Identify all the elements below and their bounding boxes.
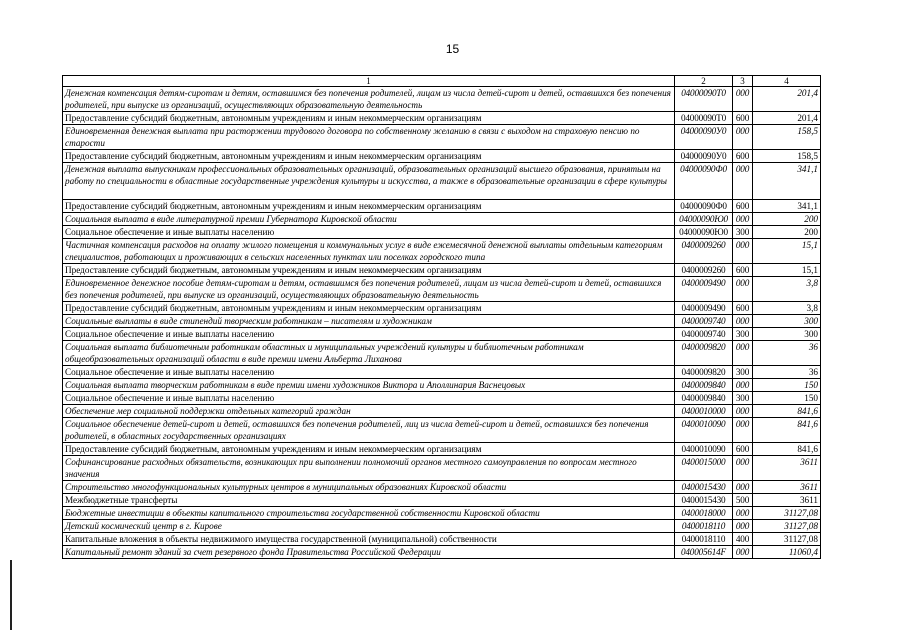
row-name-cell: Социальная выплата в виде литературной премии Губернатора Кировской области — [63, 213, 675, 226]
row-code-cell: 04000090У0 — [675, 150, 733, 163]
row-kvr-cell: 000 — [733, 341, 753, 366]
row-sum-cell: 3611 — [753, 456, 821, 481]
row-code-cell: 0400015430 — [675, 494, 733, 507]
row-code-cell: 04000090У0 — [675, 125, 733, 150]
row-sum-cell: 3611 — [753, 494, 821, 507]
row-kvr-cell: 000 — [733, 125, 753, 150]
row-sum-cell: 31127,08 — [753, 533, 821, 546]
row-name-cell: Социальные выплаты в виде стипендий творческим работникам – писателям и художникам — [63, 315, 675, 328]
row-name-cell: Социальное обеспечение и иные выплаты населению — [63, 226, 675, 239]
table-row — [63, 315, 821, 328]
row-sum-cell: 3611 — [753, 481, 821, 494]
table-row — [63, 366, 821, 379]
row-sum-cell: 150 — [753, 392, 821, 405]
row-sum-cell: 158,5 — [753, 150, 821, 163]
table-row — [63, 520, 821, 533]
row-name-cell: Социальная выплата библиотечным работникам областных и муниципальных учреждений культуры и библиотечным работникам общеобразовательных организаций области в виде премии имени Альберта Лиханова — [63, 341, 675, 366]
row-code-cell: 0400015000 — [675, 456, 733, 481]
row-name-cell: Предоставление субсидий бюджетным, автономным учреждениям и иным некоммерческим организациям — [63, 443, 675, 456]
row-kvr-cell: 000 — [733, 546, 753, 559]
table-row — [63, 213, 821, 226]
table-row — [63, 392, 821, 405]
table-row — [63, 226, 821, 239]
budget-table — [62, 75, 821, 559]
row-kvr-cell: 500 — [733, 494, 753, 507]
row-kvr-cell: 300 — [733, 328, 753, 341]
row-kvr-cell: 000 — [733, 213, 753, 226]
row-name-cell: Межбюджетные трансферты — [63, 494, 675, 507]
row-code-cell: 0400009740 — [675, 328, 733, 341]
table-header-row — [63, 76, 821, 87]
row-code-cell: 04000090T0 — [675, 112, 733, 125]
row-code-cell: 0400010000 — [675, 405, 733, 418]
table-row — [63, 341, 821, 366]
row-sum-cell: 300 — [753, 328, 821, 341]
row-sum-cell: 15,1 — [753, 239, 821, 264]
table-row — [63, 456, 821, 481]
table-row — [63, 443, 821, 456]
row-kvr-cell: 000 — [733, 379, 753, 392]
row-kvr-cell: 300 — [733, 366, 753, 379]
table-row — [63, 200, 821, 213]
table-row — [63, 239, 821, 264]
row-sum-cell: 841,6 — [753, 405, 821, 418]
row-name-cell: Обеспечение мер социальной поддержки отдельных категорий граждан — [63, 405, 675, 418]
row-kvr-cell: 000 — [733, 315, 753, 328]
row-code-cell: 0400018000 — [675, 507, 733, 520]
row-code-cell: 0400009490 — [675, 302, 733, 315]
row-code-cell: 0400018110 — [675, 520, 733, 533]
row-name-cell: Единовременное денежное пособие детям-сиротам и детям, оставшимся без попечения родителей, лицам из числа детей-сирот и детей, оставшихся без попечения родителей, при выпуске из организаций, осуществляющих образовательную деятельность — [63, 277, 675, 302]
row-kvr-cell: 000 — [733, 87, 753, 112]
row-sum-cell: 150 — [753, 379, 821, 392]
row-code-cell: 0400009820 — [675, 366, 733, 379]
table-row — [63, 418, 821, 443]
row-code-cell: 0400009260 — [675, 264, 733, 277]
row-sum-cell: 31127,08 — [753, 507, 821, 520]
table-row — [63, 264, 821, 277]
row-name-cell: Предоставление субсидий бюджетным, автономным учреждениям и иным некоммерческим организациям — [63, 112, 675, 125]
row-kvr-cell: 300 — [733, 226, 753, 239]
row-name-cell: Предоставление субсидий бюджетным, автономным учреждениям и иным некоммерческим организациям — [63, 264, 675, 277]
row-code-cell: 04000090Ю0 — [675, 226, 733, 239]
row-sum-cell: 11060,4 — [753, 546, 821, 559]
table-row — [63, 405, 821, 418]
table-row — [63, 87, 821, 112]
row-kvr-cell: 000 — [733, 507, 753, 520]
table-row — [63, 379, 821, 392]
row-code-cell: 0400009820 — [675, 341, 733, 366]
table-row — [63, 533, 821, 546]
scan-edge-mark — [10, 560, 12, 630]
row-kvr-cell: 000 — [733, 418, 753, 443]
row-sum-cell: 3,8 — [753, 302, 821, 315]
row-sum-cell: 300 — [753, 315, 821, 328]
header-code: 2 — [675, 76, 733, 87]
row-name-cell: Софинансирование расходных обязательств, возникающих при выполнении полномочий органов местного самоуправления по вопросам местного значения — [63, 456, 675, 481]
table-row — [63, 507, 821, 520]
table-row — [63, 481, 821, 494]
table-row — [63, 302, 821, 315]
row-kvr-cell: 000 — [733, 277, 753, 302]
table-row — [63, 150, 821, 163]
row-code-cell: 0400010090 — [675, 443, 733, 456]
row-kvr-cell: 600 — [733, 302, 753, 315]
row-sum-cell: 200 — [753, 213, 821, 226]
header-kvr: 3 — [733, 76, 753, 87]
row-code-cell: 0400009260 — [675, 239, 733, 264]
table-row — [63, 328, 821, 341]
row-sum-cell: 341,1 — [753, 200, 821, 213]
row-kvr-cell: 000 — [733, 239, 753, 264]
row-code-cell: 0400015430 — [675, 481, 733, 494]
row-sum-cell: 36 — [753, 366, 821, 379]
row-code-cell: 040005614F — [675, 546, 733, 559]
row-name-cell: Денежная выплата выпускникам профессиональных образовательных организаций, образовательных организаций высшего образования, принятым на работу по специальности в областные государственные учреждения культуры и искусства, а также в образовательные организации в сфере культуры — [63, 163, 675, 200]
row-sum-cell: 36 — [753, 341, 821, 366]
row-sum-cell: 201,4 — [753, 112, 821, 125]
row-sum-cell: 841,6 — [753, 443, 821, 456]
header-name: 1 — [63, 76, 675, 87]
row-kvr-cell: 000 — [733, 456, 753, 481]
row-name-cell: Капитальные вложения в объекты недвижимого имущества государственной (муниципальной) собственности — [63, 533, 675, 546]
row-kvr-cell: 000 — [733, 481, 753, 494]
row-name-cell: Строительство многофункциональных культурных центров в муниципальных образованиях Кировской области — [63, 481, 675, 494]
row-code-cell: 0400009490 — [675, 277, 733, 302]
row-kvr-cell: 600 — [733, 200, 753, 213]
row-code-cell: 0400009840 — [675, 379, 733, 392]
row-name-cell: Социальное обеспечение детей-сирот и детей, оставшихся без попечения родителей, лиц из числа детей-сирот и детей, оставшихся без попечения родителей, в областных государственных организациях — [63, 418, 675, 443]
row-code-cell: 0400009840 — [675, 392, 733, 405]
table-row — [63, 277, 821, 302]
row-kvr-cell: 600 — [733, 112, 753, 125]
row-name-cell: Предоставление субсидий бюджетным, автономным учреждениям и иным некоммерческим организациям — [63, 302, 675, 315]
row-name-cell: Предоставление субсидий бюджетным, автономным учреждениям и иным некоммерческим организациям — [63, 150, 675, 163]
page-number: 15 — [445, 42, 460, 56]
row-kvr-cell: 000 — [733, 163, 753, 200]
row-name-cell: Денежная компенсация детям-сиротам и детям, оставшимся без попечения родителей, лицам из числа детей-сирот и детей, оставшихся без попечения родителей, при выпуске из организаций, осуществляющих образовательную деятельность — [63, 87, 675, 112]
row-name-cell: Бюджетные инвестиции в объекты капитального строительства государственной собственности Кировской области — [63, 507, 675, 520]
row-code-cell: 04000090Ю0 — [675, 213, 733, 226]
row-name-cell: Детский космический центр в г. Кирове — [63, 520, 675, 533]
row-name-cell: Частичная компенсация расходов на оплату жилого помещения и коммунальных услуг в виде ежемесячной денежной выплаты отдельным категориям специалистов, работающих и проживающих в сельских населенных пунктах или поселках городского типа — [63, 239, 675, 264]
row-code-cell: 04000090Ф0 — [675, 200, 733, 213]
row-code-cell: 0400009740 — [675, 315, 733, 328]
table-row — [63, 112, 821, 125]
row-sum-cell: 201,4 — [753, 87, 821, 112]
header-sum: 4 — [753, 76, 821, 87]
row-kvr-cell: 400 — [733, 533, 753, 546]
row-code-cell: 04000090T0 — [675, 87, 733, 112]
row-code-cell: 04000090Ф0 — [675, 163, 733, 200]
row-sum-cell: 341,1 — [753, 163, 821, 200]
row-sum-cell: 31127,08 — [753, 520, 821, 533]
row-code-cell: 0400010090 — [675, 418, 733, 443]
row-kvr-cell: 300 — [733, 392, 753, 405]
row-name-cell: Социальная выплата творческим работникам в виде премии имени художников Виктора и Аполлинария Васнецовых — [63, 379, 675, 392]
row-name-cell: Единовременная денежная выплата при расторжении трудового договора по собственному желанию в связи с выходом на страховую пенсию по старости — [63, 125, 675, 150]
row-sum-cell: 200 — [753, 226, 821, 239]
row-code-cell: 0400018110 — [675, 533, 733, 546]
row-kvr-cell: 600 — [733, 264, 753, 277]
table-row — [63, 125, 821, 150]
row-kvr-cell: 000 — [733, 520, 753, 533]
row-name-cell: Социальное обеспечение и иные выплаты населению — [63, 366, 675, 379]
table-row — [63, 546, 821, 559]
table-row — [63, 494, 821, 507]
row-kvr-cell: 600 — [733, 443, 753, 456]
row-name-cell: Капитальный ремонт зданий за счет резервного фонда Правительства Российской Федерации — [63, 546, 675, 559]
row-sum-cell: 3,8 — [753, 277, 821, 302]
row-sum-cell: 15,1 — [753, 264, 821, 277]
row-name-cell: Социальное обеспечение и иные выплаты населению — [63, 328, 675, 341]
row-name-cell: Предоставление субсидий бюджетным, автономным учреждениям и иным некоммерческим организациям — [63, 200, 675, 213]
row-kvr-cell: 000 — [733, 405, 753, 418]
table-row — [63, 163, 821, 200]
row-sum-cell: 158,5 — [753, 125, 821, 150]
row-kvr-cell: 600 — [733, 150, 753, 163]
row-name-cell: Социальное обеспечение и иные выплаты населению — [63, 392, 675, 405]
row-sum-cell: 841,6 — [753, 418, 821, 443]
